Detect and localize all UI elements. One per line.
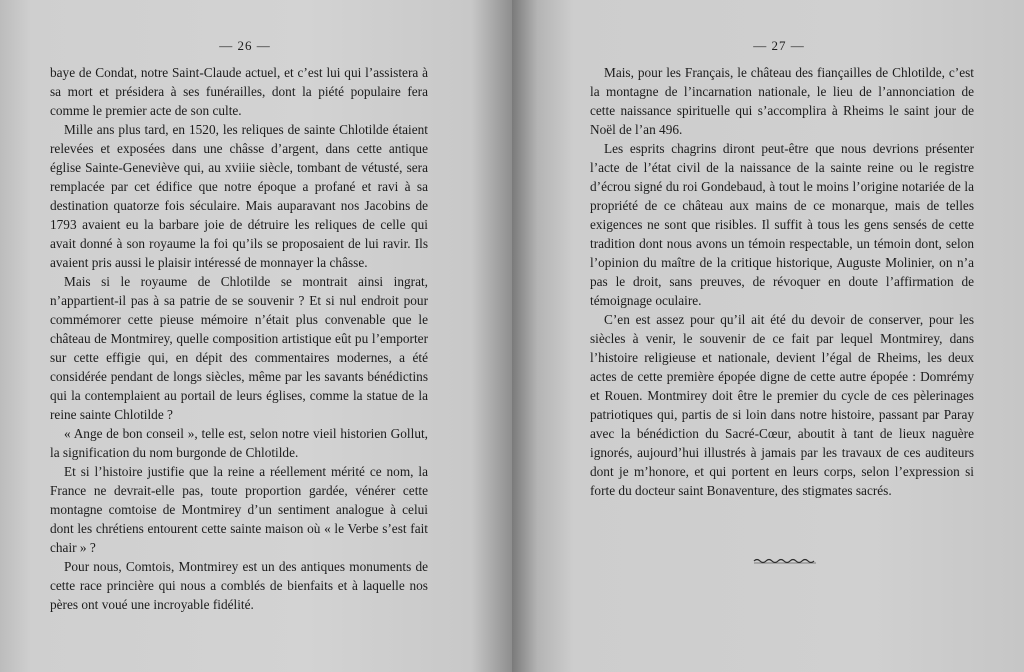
paragraph: Mais si le royaume de Chlotilde se montrait ainsi ingrat, n’appartient-il pas à sa patrie de se souvenir ? Et si nul endroit pour commémorer cette pieuse mémoire n’était plus convenable que le château de Montmirey, quelle composition artistique eût pu l’emporter sur cette effigie qui, en dépit des commentaires modernes, a été considérée pendant de longs siècles, même par les savants bénédictins qui la contemplaient au portail de leurs églises, comme la statue de la reine sainte Chlotilde ? [50, 274, 428, 422]
end-ornament-icon [752, 556, 818, 566]
left-page-text [50, 63, 428, 614]
paragraph: C’en est assez pour qu’il ait été du devoir de conserver, pour les siècles à venir, le souvenir de ce fait par lequel Montmirey, dans l’histoire religieuse et nationale, devient l’égal de Rheims, les deux actes de cette première épopée digne de cette autre épopée : Domrémy et Rouen. Montmirey doit être le premier du cycle de ces pèlerinages patriotiques qui, partis de si loin dans notre histoire, passant par Paray avec la bénédiction du Sacré-Cœur, aboutit à tant de lieux naguère ignorés, aujourd’hui illustrés à jamais par les travaux de ces auditeurs dont je m’honore, et qui portent en leurs corps, selon l’expression si forte du docteur saint Bonaventure, des stigmates sacrés. [590, 312, 974, 498]
paragraph: Pour nous, Comtois, Montmirey est un des antiques monuments de cette race princière qui nous a comblés de bienfaits et à laquelle nos pères ont voué une incroyable fidélité. [50, 559, 428, 612]
paragraph: « Ange de bon conseil », telle est, selon notre vieil historien Gollut, la signification du nom burgonde de Chlotilde. [50, 426, 428, 460]
right-page-text [590, 63, 974, 500]
paragraph: baye de Condat, notre Saint-Claude actuel, et c’est lui qui l’assistera à sa mort et présidera à ses funérailles, dont la piété populaire fera comme le premier acte de son culte. [50, 65, 428, 118]
paragraph: Mille ans plus tard, en 1520, les reliques de sainte Chlotilde étaient relevées et exposées dans une châsse d’argent, dans cette antique église Sainte-Geneviève qui, au xviiie siècle, tombant de vétusté, sera remplacée par cet édifice que notre époque a profané et ravi à sa destination quatorze fois séculaire. Mais auparavant nos Jacobins de 1793 avaient eu la barbare joie de détruire les reliques de celle qui avait donné à son royaume la foi qu’ils se proposaient de lui ravir. Ils avaient pris aussi le plaisir intéressé de monnayer la châsse. [50, 122, 428, 270]
paragraph: Et si l’histoire justifie que la reine a réellement mérité ce nom, la France ne devrait-elle pas, toute proportion gardée, vénérer cette montagne comtoise de Montmirey d’un sentiment analogue à celui dont les chrétiens entourent cette sainte maison où « le Verbe s’est fait chair » ? [50, 464, 428, 555]
paragraph: Les esprits chagrins diront peut-être que nous devrions présenter l’acte de l’état civil de la naissance de la sainte reine ou le registre d’écrou signé du roi Gondebaud, à tout le moins l’origine notariée de la propriété de ce château aux mains de ce monarque, mais de telles exigences ne sont que risibles. Il suffit à tous les gens sensés de cette tradition dont nous avons un témoin respectable, un témoin dont, selon l’opinion du maître de la critique historique, Auguste Molinier, on n’a pas le droit, sans preuves, de révoquer en doute l’affirmation de témoignage oculaire. [590, 141, 974, 308]
page-number: — 27 — [753, 38, 805, 53]
right-page [512, 0, 1024, 672]
page-number: — 26 — [219, 38, 271, 53]
paragraph: Mais, pour les Français, le château des fiançailles de Chlotilde, c’est la montagne de l’incarnation nationale, le lieu de l’annonciation de cette naissance spirituelle qui s’accomplira à Rheims le saint jour de Noël de l’an 496. [590, 65, 974, 137]
